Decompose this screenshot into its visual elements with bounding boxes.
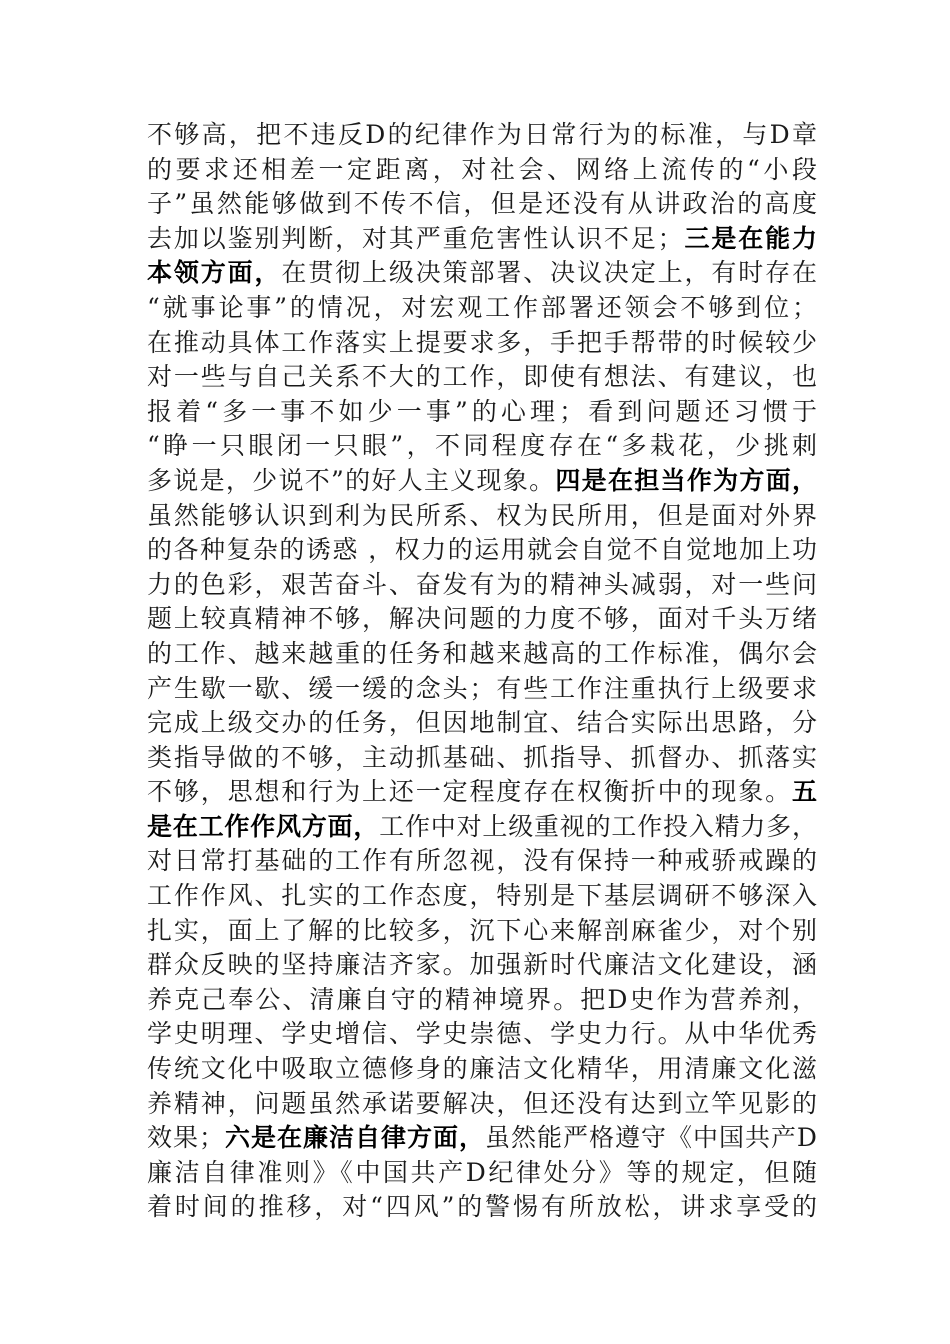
text-line [147, 602, 817, 637]
text-line [147, 983, 817, 1018]
text-line [147, 326, 817, 361]
text-line [147, 637, 817, 672]
text-line [147, 222, 817, 257]
body-text: 子”虽然能够做到不传不信，但是还没有从讲政治的高度 [147, 189, 817, 219]
body-text: 养克己奉公、清廉自守的精神境界。把D史作为营养剂， [147, 984, 817, 1014]
text-line [147, 1156, 817, 1191]
body-text: 对一些与自己关系不大的工作，即使有想法、有建议，也 [147, 362, 817, 392]
body-text: 虽然能够认识到利为民所系、权为民所用，但是面对外界 [147, 500, 817, 530]
body-text: 多说是，少说不”的好人主义现象。 [147, 465, 556, 495]
text-line [147, 1052, 817, 1087]
text-line [147, 568, 817, 603]
body-text: 去加以鉴别判断，对其严重危害性认识不足； [147, 223, 683, 253]
body-paragraph [147, 118, 817, 1225]
text-line [147, 1121, 817, 1156]
body-text: 工作作风、扎实的工作态度，特别是下基层调研不够深入 [147, 881, 817, 911]
bold-heading-text: 六是在廉洁自律方面， [224, 1123, 485, 1153]
body-text: 不够高，把不违反D的纪律作为日常行为的标准，与D章 [147, 120, 817, 149]
body-text: 的各种复杂的诱惑 ，权力的运用就会自觉不自觉地加上功 [147, 535, 817, 565]
text-line [147, 1087, 817, 1122]
text-line [147, 118, 817, 153]
body-text: 类指导做的不够，主动抓基础、抓指导、抓督办、抓落实 [147, 742, 817, 772]
body-text: 在贯彻上级决策部署、决议决定上，有时存在 [281, 258, 817, 288]
text-line [147, 672, 817, 707]
body-text: 在推动具体工作落实上提要求多，手把手帮带的时候较少 [147, 327, 817, 357]
body-text: 题上较真精神不够，解决问题的力度不够，面对千头万绪 [147, 604, 817, 634]
text-line [147, 153, 817, 188]
body-text: “睁一只眼闭一只眼”，不同程度存在“多栽花，少挑刺 [147, 431, 817, 461]
body-text: 的要求还相差一定距离，对社会、网络上流传的“小段 [147, 154, 817, 184]
text-line [147, 187, 817, 222]
body-text: 工作中对上级重视的工作投入精力多， [379, 811, 817, 841]
body-text: 力的色彩，艰苦奋斗、奋发有为的精神头减弱，对一些问 [147, 569, 817, 599]
body-text: 学史明理、学史增信、学史崇德、学史力行。从中华优秀 [147, 1019, 817, 1049]
body-text: 不够，思想和行为上还一定程度存在权衡折中的现象。 [147, 777, 792, 807]
body-text: 产生歇一歇、缓一缓的念头；有些工作注重执行上级要求 [147, 673, 817, 703]
text-line [147, 741, 817, 776]
body-text: 传统文化中吸取立德修身的廉洁文化精华，用清廉文化滋 [147, 1054, 817, 1084]
text-line [147, 533, 817, 568]
body-text: 着时间的推移，对“四风”的警惕有所放松，讲求享受的 [147, 1192, 817, 1222]
bold-heading-text: 是在工作作风方面， [147, 811, 380, 841]
body-text: 完成上级交办的任务，但因地制宜、结合实际出思路，分 [147, 708, 817, 738]
text-line [147, 706, 817, 741]
body-text: 的工作、越来越重的任务和越来越高的工作标准，偶尔会 [147, 638, 817, 668]
text-line [147, 291, 817, 326]
text-line [147, 499, 817, 534]
text-line [147, 360, 817, 395]
text-line [147, 948, 817, 983]
text-line [147, 914, 817, 949]
text-line [147, 810, 817, 845]
text-line [147, 879, 817, 914]
text-line [147, 1190, 817, 1225]
body-text: 廉洁自律准则》《中国共产D纪律处分》等的规定，但随 [147, 1157, 817, 1187]
bold-heading-text: 三是在能力 [682, 223, 817, 253]
body-text: 效果； [147, 1123, 224, 1153]
body-text: 对日常打基础的工作有所忽视，没有保持一种戒骄戒躁的 [147, 846, 817, 876]
body-text: 报着“多一事不如少一事”的心理；看到问题还习惯于 [147, 396, 817, 426]
bold-heading-text: 四是在担当作为方面， [555, 465, 817, 495]
text-line [147, 429, 817, 464]
text-line [147, 844, 817, 879]
body-text: 扎实，面上了解的比较多，沉下心来解剖麻雀少，对个别 [147, 915, 817, 945]
text-line [147, 395, 817, 430]
body-text: “就事论事”的情况，对宏观工作部署还领会不够到位； [147, 292, 817, 322]
body-text: 养精神，问题虽然承诺要解决，但还没有达到立竿见影的 [147, 1088, 817, 1118]
bold-heading-text: 五 [791, 777, 817, 807]
text-line [147, 1017, 817, 1052]
text-line [147, 775, 817, 810]
body-text: 群众反映的坚持廉洁齐家。加强新时代廉洁文化建设，涵 [147, 950, 817, 980]
bold-heading-text: 本领方面， [147, 258, 282, 288]
text-line [147, 464, 817, 499]
body-text: 虽然能严格遵守《中国共产D [484, 1123, 817, 1153]
text-line [147, 256, 817, 291]
